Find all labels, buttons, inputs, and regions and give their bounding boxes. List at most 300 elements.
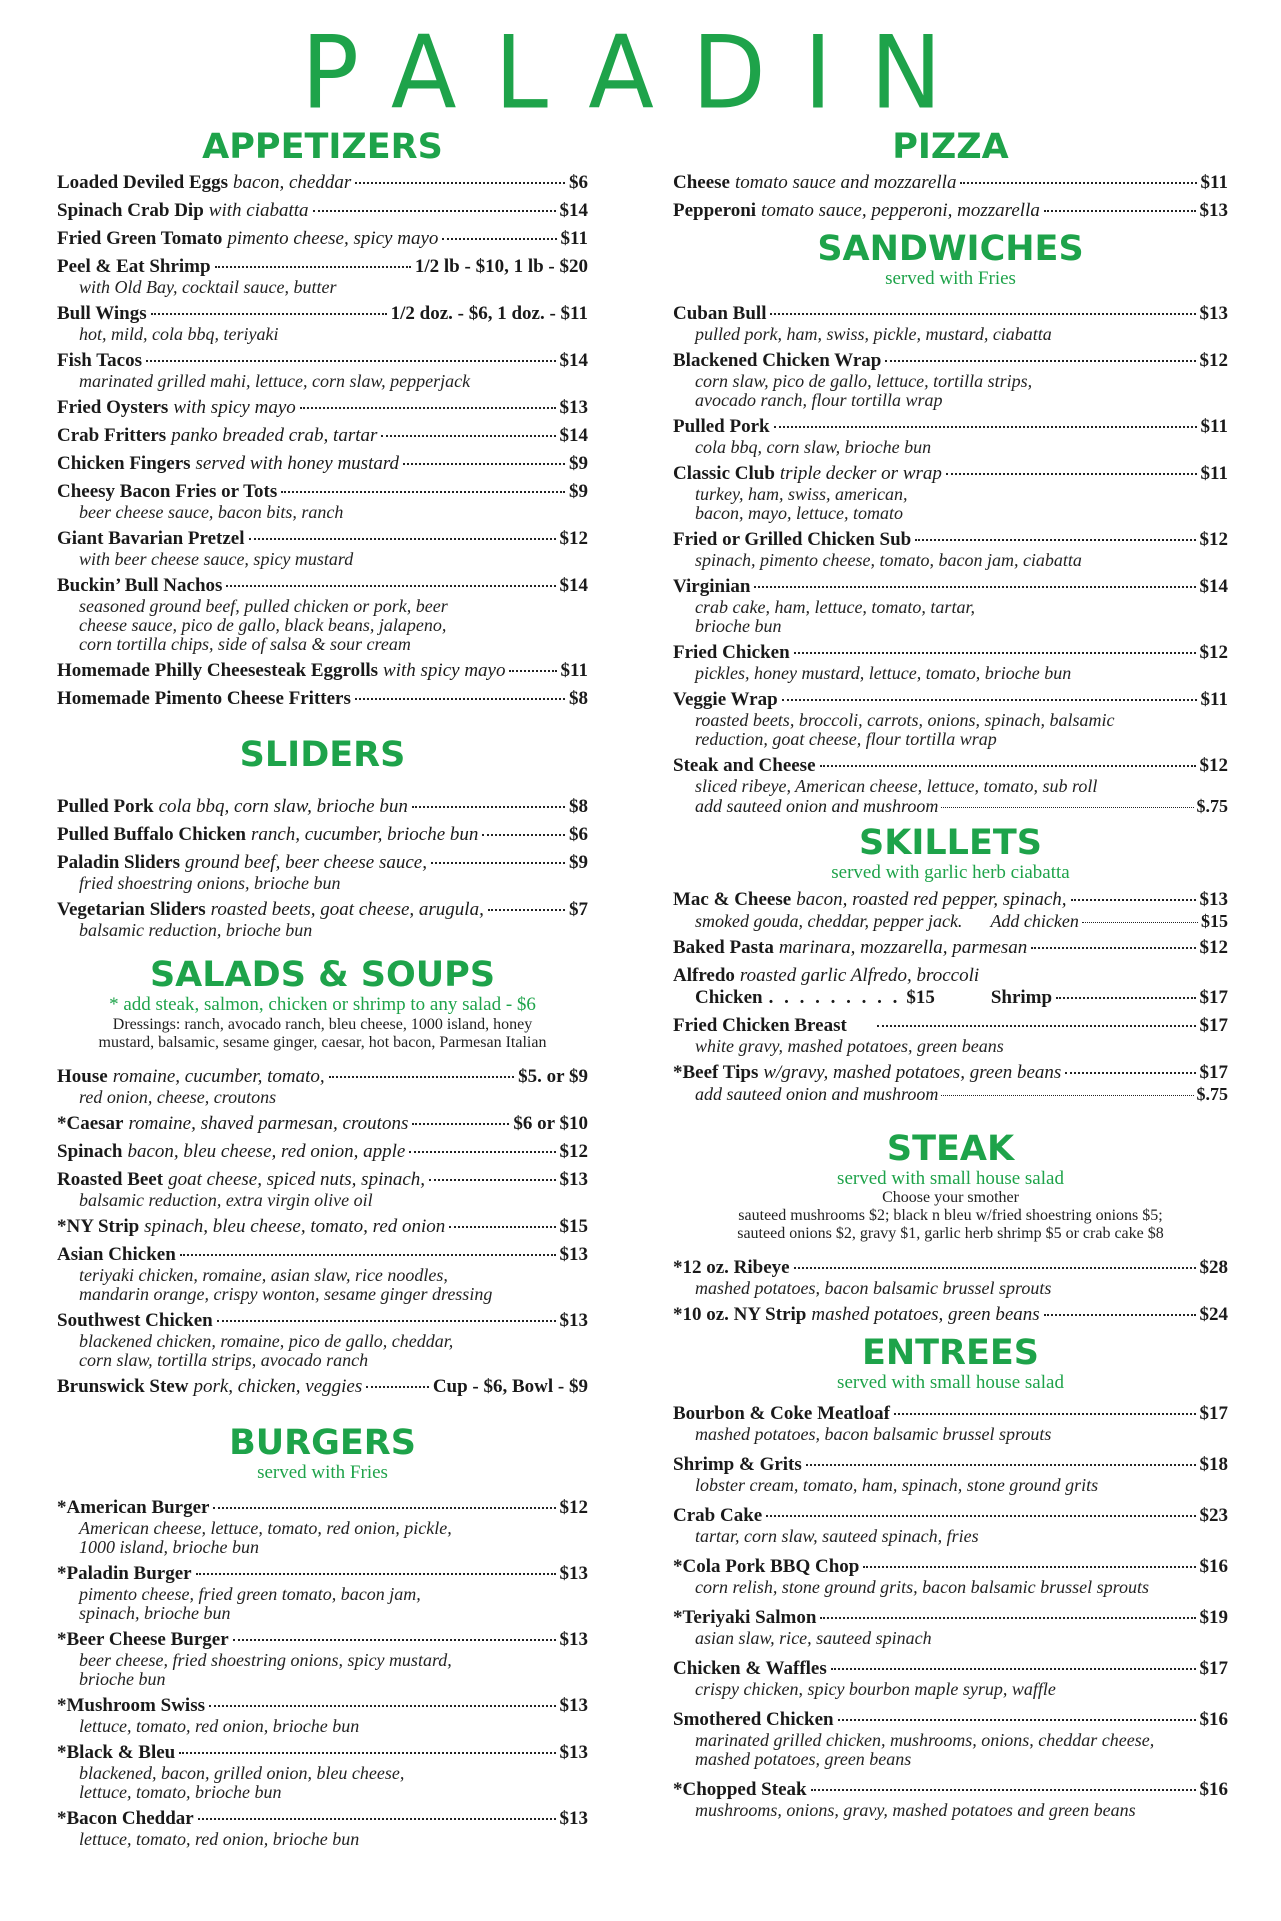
menu-item <box>57 575 588 654</box>
skillets-subheading: served with garlic herb ciabatta <box>831 862 1070 883</box>
leader-dots <box>1082 922 1198 923</box>
item-price: $13 <box>559 397 588 418</box>
item-name: *American Burger <box>57 1497 210 1518</box>
menu-item <box>673 529 1228 570</box>
menu-item <box>57 200 588 222</box>
item-price: $9 <box>569 453 588 474</box>
menu-item <box>57 1742 588 1802</box>
menu-item <box>57 1244 588 1304</box>
item-inline-desc: triple decker or wrap <box>779 463 942 484</box>
item-name: Mac & Cheese <box>673 889 792 910</box>
item-name: *NY Strip <box>57 1216 140 1237</box>
leader-dots <box>209 1705 556 1707</box>
item-price: $11 <box>1200 689 1228 710</box>
item-name: Pulled Pork <box>57 796 154 817</box>
leader-dots <box>774 426 1197 428</box>
item-name: Chicken Fingers <box>57 453 191 474</box>
item-inline-desc: bacon, cheddar <box>233 172 352 193</box>
leader-dots <box>770 313 1195 315</box>
menu-item <box>57 528 588 569</box>
item-desc: balsamic reduction, brioche bun <box>79 920 313 940</box>
item-price: $8 <box>569 688 588 709</box>
item-price: $15 <box>559 1216 588 1237</box>
sandwiches-list <box>673 303 1228 816</box>
addon-price: $.75 <box>1196 1084 1228 1104</box>
menu-item <box>57 397 588 419</box>
item-name: Bourbon & Coke Meatloaf <box>673 1403 890 1424</box>
item-inline-desc: ranch, cucumber, brioche bun <box>250 824 479 845</box>
item-desc: marinated grilled mahi, lettuce, corn slaw, pepperjack <box>79 371 471 391</box>
leader-dots <box>249 538 556 540</box>
item-price: $11 <box>560 660 588 681</box>
item-price: $12 <box>1199 755 1228 776</box>
menu-item <box>673 1257 1228 1298</box>
leader-dots <box>863 1566 1195 1568</box>
leader-dots <box>941 807 1193 808</box>
item-name: Cheese <box>673 172 730 193</box>
leader-dots <box>213 1507 555 1509</box>
addon-label: add sauteed onion and mushroom <box>695 796 939 816</box>
item-inline-desc: goat cheese, spiced nuts, spinach, <box>168 1169 426 1190</box>
leader-dots <box>509 670 556 672</box>
item-name: Roasted Beet <box>57 1169 164 1190</box>
item-price: 1/2 doz. - $6, 1 doz. - $11 <box>390 303 588 324</box>
leader-dots <box>442 238 556 240</box>
leader-dots <box>1056 997 1195 999</box>
item-name: Fried Green Tomato <box>57 228 223 249</box>
item-price: $12 <box>559 1141 588 1162</box>
item-name: *Chopped Steak <box>673 1779 807 1800</box>
leader-dots <box>946 473 1197 475</box>
item-name: *Cola Pork BBQ Chop <box>673 1556 860 1577</box>
leader-dots <box>412 806 565 808</box>
item-name: *Teriyaki Salmon <box>673 1607 817 1628</box>
leader-dots <box>412 1123 509 1125</box>
item-desc: mushrooms, onions, gravy, mashed potatoes and green beans <box>695 1800 1136 1820</box>
item-name: Fried Chicken <box>673 642 790 663</box>
menu-item <box>673 416 1228 457</box>
leader-dots <box>329 1076 515 1078</box>
item-desc: pickles, honey mustard, lettuce, tomato, brioche bun <box>695 663 1072 683</box>
item-desc: 1000 island, brioche bun <box>79 1537 259 1557</box>
item-price: $12 <box>1199 529 1228 550</box>
leader-dots <box>281 491 565 493</box>
appetizers-heading: APPETIZERS <box>202 127 443 167</box>
menu-item <box>57 1695 588 1736</box>
menu-item <box>673 1607 1228 1648</box>
addon-price: $.75 <box>1196 796 1228 816</box>
item-inline-desc: mashed potatoes, green beans <box>811 1304 1040 1325</box>
menu-item <box>673 1454 1228 1495</box>
leader-dots <box>820 765 1196 767</box>
item-price: $9 <box>569 481 588 502</box>
item-desc: mashed potatoes, green beans <box>695 1749 912 1769</box>
menu-item <box>57 852 588 893</box>
item-price: Cup - $6, Bowl - $9 <box>432 1376 588 1397</box>
leader-dots <box>806 1464 1196 1466</box>
sliders-list <box>57 796 588 940</box>
menu-item-baked-pasta <box>673 937 1228 959</box>
item-price: $17 <box>1199 1658 1228 1679</box>
item-name: Crab Cake <box>673 1505 763 1526</box>
item-desc: bacon, mayo, lettuce, tomato <box>695 503 903 523</box>
item-desc: hot, mild, cola bbq, teriyaki <box>79 324 279 344</box>
menu-item <box>57 1563 588 1623</box>
menu-item <box>57 256 588 297</box>
item-desc: beer cheese sauce, bacon bits, ranch <box>79 502 344 522</box>
leader-dots <box>794 652 1196 654</box>
item-desc: pulled pork, ham, swiss, pickle, mustard, ciabatta <box>695 324 1052 344</box>
menu-item <box>57 453 588 475</box>
item-desc: corn relish, stone ground grits, bacon balsamic brussel sprouts <box>695 1577 1150 1597</box>
item-desc: mashed potatoes, bacon balsamic brussel sprouts <box>695 1278 1052 1298</box>
item-price: $14 <box>559 200 588 221</box>
item-desc: cheese sauce, pico de gallo, black beans, jalapeno, <box>79 615 447 635</box>
leader-dots <box>196 1573 556 1575</box>
item-inline-desc: ground beef, beer cheese sauce, <box>185 852 427 873</box>
menu-item-alfredo: Alfredo roasted garlic Alfredo, broccoli Chicken . . . . . . . . . $15 Shrimp $17 <box>673 965 1228 1008</box>
item-price: $11 <box>1200 463 1228 484</box>
item-price: $11 <box>560 228 588 249</box>
item-inline-desc: bacon, roasted red pepper, spinach, <box>796 889 1067 910</box>
leader-dots <box>409 1151 555 1153</box>
smother-line-2: sauteed mushrooms $2; black n bleu w/fried shoestring onions $5; <box>738 1207 1163 1224</box>
item-price: $13 <box>1199 889 1228 910</box>
restaurant-title: PALADIN <box>301 14 980 132</box>
item-desc: balsamic reduction, extra virgin olive oil <box>79 1190 373 1210</box>
item-inline-desc: romaine, shaved parmesan, croutons <box>128 1113 409 1134</box>
item-price: $13 <box>559 1808 588 1829</box>
item-desc: blackened, bacon, grilled onion, bleu cheese, <box>79 1763 405 1783</box>
item-name: Classic Club <box>673 463 775 484</box>
item-inline-desc: panko breaded crab, tartar <box>171 425 378 446</box>
item-name: Pepperoni <box>673 200 757 221</box>
item-desc: tartar, corn slaw, sauteed spinach, fries <box>695 1526 979 1546</box>
leader-dots <box>431 862 565 864</box>
smother-line-3: sauteed onions $2, gravy $1, garlic herb shrimp $5 or crab cake $8 <box>737 1225 1164 1242</box>
item-name: Homemade Philly Cheesesteak Eggrolls <box>57 660 379 681</box>
item-name: Spinach <box>57 1141 123 1162</box>
item-desc: American cheese, lettuce, tomato, red onion, pickle, <box>79 1518 452 1538</box>
menu-item <box>57 1141 588 1163</box>
menu-item <box>57 1113 588 1135</box>
menu-item <box>673 576 1228 636</box>
salads-addon-note: * add steak, salmon, chicken or shrimp to any salad - $6 <box>109 994 536 1015</box>
item-desc: spinach, pimento cheese, tomato, bacon jam, ciabatta <box>695 550 1082 570</box>
item-inline-desc: w/gravy, mashed potatoes, green beans <box>763 1062 1062 1083</box>
menu-item <box>673 642 1228 683</box>
burgers-subheading: served with Fries <box>257 1462 388 1483</box>
item-price: $13 <box>559 1742 588 1763</box>
item-price: $17 <box>1199 1015 1228 1036</box>
item-desc: red onion, cheese, croutons <box>79 1087 277 1107</box>
item-name: Crab Fritters <box>57 425 167 446</box>
leader-dots <box>300 407 556 409</box>
leader-dots <box>180 1254 556 1256</box>
item-price: $13 <box>559 1310 588 1331</box>
item-desc: corn slaw, tortilla strips, avocado ranch <box>79 1350 369 1370</box>
leader-dots <box>226 585 555 587</box>
item-desc: pimento cheese, fried green tomato, bacon jam, <box>79 1584 421 1604</box>
item-name: *Beef Tips <box>673 1062 759 1083</box>
item-price: $13 <box>559 1244 588 1265</box>
menu-item <box>57 228 588 250</box>
menu-item <box>57 1376 588 1398</box>
item-desc: blackened chicken, romaine, pico de gallo, cheddar, <box>79 1331 454 1351</box>
item-name: Brunswick Stew <box>57 1376 189 1397</box>
menu-item <box>673 689 1228 749</box>
leader-dots <box>313 210 556 212</box>
item-desc: teriyaki chicken, romaine, asian slaw, rice noodles, <box>79 1265 448 1285</box>
alfredo-shrimp-price: $17 <box>1199 987 1228 1008</box>
entrees-heading: ENTREES <box>861 1333 1040 1373</box>
item-name: Giant Bavarian Pretzel <box>57 528 245 549</box>
menu-item <box>673 303 1228 344</box>
item-price: $12 <box>559 1497 588 1518</box>
item-price: $8 <box>569 796 588 817</box>
pizza-heading: PIZZA <box>892 127 1009 167</box>
leader-dots <box>877 1025 1196 1027</box>
leader-dots <box>960 182 1196 184</box>
burgers-heading: BURGERS <box>229 1423 416 1463</box>
entrees-list <box>673 1403 1228 1820</box>
item-name: *10 oz. NY Strip <box>673 1304 807 1325</box>
leader-dots <box>811 1789 1196 1791</box>
item-price: $13 <box>559 1563 588 1584</box>
item-desc: crab cake, ham, lettuce, tomato, tartar, <box>695 597 975 617</box>
appetizers-list <box>57 172 588 710</box>
menu-item <box>673 1658 1228 1699</box>
item-desc: smoked gouda, cheddar, pepper jack. <box>695 911 963 931</box>
item-inline-desc: cola bbq, corn slaw, brioche bun <box>158 796 408 817</box>
item-desc: mashed potatoes, bacon balsamic brussel sprouts <box>695 1424 1052 1444</box>
item-name: House <box>57 1066 108 1087</box>
leader-dots <box>366 1386 429 1388</box>
smother-line-1: Choose your smother <box>882 1189 1019 1206</box>
menu-item-mac-cheese <box>673 889 1228 931</box>
leader-dots <box>449 1226 555 1228</box>
leader-dots <box>381 435 555 437</box>
leader-dots <box>482 834 565 836</box>
item-addon <box>673 796 1228 816</box>
item-name: Smothered Chicken <box>673 1709 834 1730</box>
leader-dots <box>1044 1314 1196 1316</box>
item-desc: corn slaw, pico de gallo, lettuce, tortilla strips, <box>695 371 1033 391</box>
item-name: Homemade Pimento Cheese Fritters <box>57 688 351 709</box>
item-name: Alfredo <box>673 965 735 986</box>
item-price: $6 <box>569 824 588 845</box>
item-price: $14 <box>1199 576 1228 597</box>
item-name: Southwest Chicken <box>57 1310 213 1331</box>
leader-dots <box>355 182 565 184</box>
item-desc: corn tortilla chips, side of salsa & sour cream <box>79 634 411 654</box>
item-inline-desc: roasted garlic Alfredo, broccoli <box>739 965 980 986</box>
menu-item <box>57 1497 588 1557</box>
menu-item <box>57 1216 588 1238</box>
item-price: $5. or $9 <box>518 1066 588 1087</box>
leader-dots <box>403 463 565 465</box>
menu-item <box>57 1310 588 1370</box>
item-desc: brioche bun <box>79 1669 166 1689</box>
item-inline-desc: pimento cheese, spicy mayo <box>227 228 439 249</box>
item-price: $6 or $10 <box>513 1113 588 1134</box>
menu-item <box>673 200 1228 222</box>
item-inline-desc: romaine, cucumber, tomato, <box>112 1066 325 1087</box>
item-name: Pulled Pork <box>673 416 770 437</box>
item-inline-desc: roasted beets, goat cheese, arugula, <box>210 899 484 920</box>
item-name: Asian Chicken <box>57 1244 176 1265</box>
menu-item <box>57 1066 588 1107</box>
item-price: $17 <box>1199 1403 1228 1424</box>
item-name: Veggie Wrap <box>673 689 778 710</box>
salads-list <box>57 1066 588 1398</box>
entrees-subheading: served with small house salad <box>837 1372 1064 1393</box>
item-inline-desc: with ciabatta <box>208 200 309 221</box>
item-desc: seasoned ground beef, pulled chicken or pork, beer <box>79 596 448 616</box>
menu-item <box>673 1779 1228 1820</box>
pizza-list <box>673 172 1228 222</box>
dressings-line-1: Dressings: ranch, avocado ranch, bleu cheese, 1000 island, honey <box>112 1016 533 1033</box>
item-price: $12 <box>1199 350 1228 371</box>
leader-dots <box>179 1752 555 1754</box>
item-desc: reduction, goat cheese, flour tortilla wrap <box>695 729 997 749</box>
item-price: $11 <box>1200 416 1228 437</box>
item-name: Bull Wings <box>57 303 147 324</box>
item-name: *12 oz. Ribeye <box>673 1257 790 1278</box>
item-name: Virginian <box>673 576 751 597</box>
item-desc: sliced ribeye, American cheese, lettuce, tomato, sub roll <box>695 776 1098 796</box>
menu-item <box>673 172 1228 194</box>
item-desc: lettuce, tomato, red onion, brioche bun <box>79 1829 360 1849</box>
steak-list <box>673 1257 1228 1326</box>
menu-item <box>57 660 588 682</box>
item-desc: beer cheese, fried shoestring onions, spicy mustard, <box>79 1650 452 1670</box>
leader-dots <box>941 1095 1193 1096</box>
item-price: $13 <box>559 1695 588 1716</box>
menu-item <box>57 899 588 940</box>
menu-item <box>57 172 588 194</box>
sandwiches-subheading: served with Fries <box>885 268 1016 289</box>
item-desc: lettuce, tomato, brioche bun <box>79 1782 282 1802</box>
item-price: 1/2 lb - $10, 1 lb - $20 <box>414 256 588 277</box>
menu-item <box>673 1403 1228 1444</box>
steak-subheading: served with small house salad <box>837 1168 1064 1189</box>
item-price: $14 <box>559 575 588 596</box>
menu-item <box>57 1808 588 1849</box>
menu-item <box>673 1505 1228 1546</box>
item-desc: fried shoestring onions, brioche bun <box>79 873 341 893</box>
leader-dots <box>146 360 555 362</box>
item-name: *Black & Bleu <box>57 1742 176 1763</box>
dressings-line-2: mustard, balsamic, sesame ginger, caesar, hot bacon, Parmesan Italian <box>98 1034 547 1051</box>
item-name: *Caesar <box>57 1113 124 1134</box>
item-price: $18 <box>1199 1454 1228 1475</box>
item-price: $17 <box>1199 1062 1228 1083</box>
item-inline-desc: with spicy mayo <box>173 397 296 418</box>
skillets-heading: SKILLETS <box>859 823 1042 863</box>
salads-heading: SALADS & SOUPS <box>149 955 496 995</box>
item-price: $19 <box>1199 1607 1228 1628</box>
item-inline-desc: marinara, mozzarella, parmesan <box>778 937 1028 958</box>
item-name: *Bacon Cheddar <box>57 1808 194 1829</box>
item-desc: with Old Bay, cocktail sauce, butter <box>79 277 337 297</box>
leader-dots <box>429 1179 555 1181</box>
left-column <box>57 128 588 1849</box>
leader-dots <box>1065 1072 1195 1074</box>
item-desc: asian slaw, rice, sauteed spinach <box>695 1628 932 1648</box>
item-price: $14 <box>559 350 588 371</box>
menu-item-fried-chicken-breast <box>673 1015 1228 1056</box>
item-desc: brioche bun <box>695 616 782 636</box>
leader-dots <box>782 699 1197 701</box>
menu-item <box>57 481 588 522</box>
item-price: $24 <box>1199 1304 1228 1325</box>
item-inline-desc: tomato sauce, pepperoni, mozzarella <box>761 200 1040 221</box>
leader-dots <box>794 1267 1196 1269</box>
item-price: $23 <box>1199 1505 1228 1526</box>
menu-item <box>57 350 588 391</box>
item-name: Cuban Bull <box>673 303 767 324</box>
item-name: Spinach Crab Dip <box>57 200 204 221</box>
steak-heading: STEAK <box>886 1129 1015 1169</box>
item-desc: lobster cream, tomato, ham, spinach, stone ground grits <box>695 1475 1099 1495</box>
item-inline-desc: spinach, bleu cheese, tomato, red onion <box>144 1216 446 1237</box>
item-name: *Mushroom Swiss <box>57 1695 205 1716</box>
item-name: Blackened Chicken Wrap <box>673 350 882 371</box>
item-name: Vegetarian Sliders <box>57 899 206 920</box>
item-desc: mandarin orange, crispy wonton, sesame ginger dressing <box>79 1284 493 1304</box>
item-name: Fried Oysters <box>57 397 169 418</box>
menu-item <box>57 1169 588 1210</box>
item-desc: crispy chicken, spicy bourbon maple syrup, waffle <box>695 1679 1056 1699</box>
alfredo-shrimp-label: Shrimp <box>990 987 1053 1008</box>
menu-item-beef-tips <box>673 1062 1228 1104</box>
item-inline-desc: served with honey mustard <box>195 453 400 474</box>
alfredo-chicken-label: Chicken <box>695 987 763 1008</box>
item-name: Fish Tacos <box>57 350 143 371</box>
item-name: Chicken & Waffles <box>673 1658 827 1679</box>
leader-dots <box>820 1617 1195 1619</box>
item-price: $16 <box>1199 1709 1228 1730</box>
item-name: Fried or Grilled Chicken Sub <box>673 529 912 550</box>
item-price: $6 <box>569 172 588 193</box>
item-name: Baked Pasta <box>673 937 774 958</box>
item-name: Buckin’ Bull Nachos <box>57 575 223 596</box>
item-name: Loaded Deviled Eggs <box>57 172 229 193</box>
alfredo-chicken-price: $15 <box>906 987 935 1008</box>
menu-item <box>673 1709 1228 1769</box>
sliders-heading: SLIDERS <box>239 735 406 775</box>
leader-dots <box>1044 210 1196 212</box>
item-name: Steak and Cheese <box>673 755 816 776</box>
menu-item <box>57 688 588 710</box>
item-price: $16 <box>1199 1779 1228 1800</box>
item-price: $12 <box>1199 937 1228 958</box>
leader-dots <box>894 1413 1196 1415</box>
item-desc: marinated grilled chicken, mushrooms, onions, cheddar cheese, <box>695 1730 1155 1750</box>
item-name: Peel & Eat Shrimp <box>57 256 211 277</box>
item-price: $7 <box>569 899 588 920</box>
item-price: $28 <box>1199 1257 1228 1278</box>
leader-dots <box>198 1818 556 1820</box>
sandwiches-heading: SANDWICHES <box>817 229 1084 269</box>
item-name: *Beer Cheese Burger <box>57 1629 229 1650</box>
item-inline-desc: tomato sauce and mozzarella <box>734 172 957 193</box>
leader-dots <box>838 1719 1196 1721</box>
menu-item <box>673 1304 1228 1326</box>
item-price: $13 <box>559 1169 588 1190</box>
menu-item <box>57 796 588 818</box>
